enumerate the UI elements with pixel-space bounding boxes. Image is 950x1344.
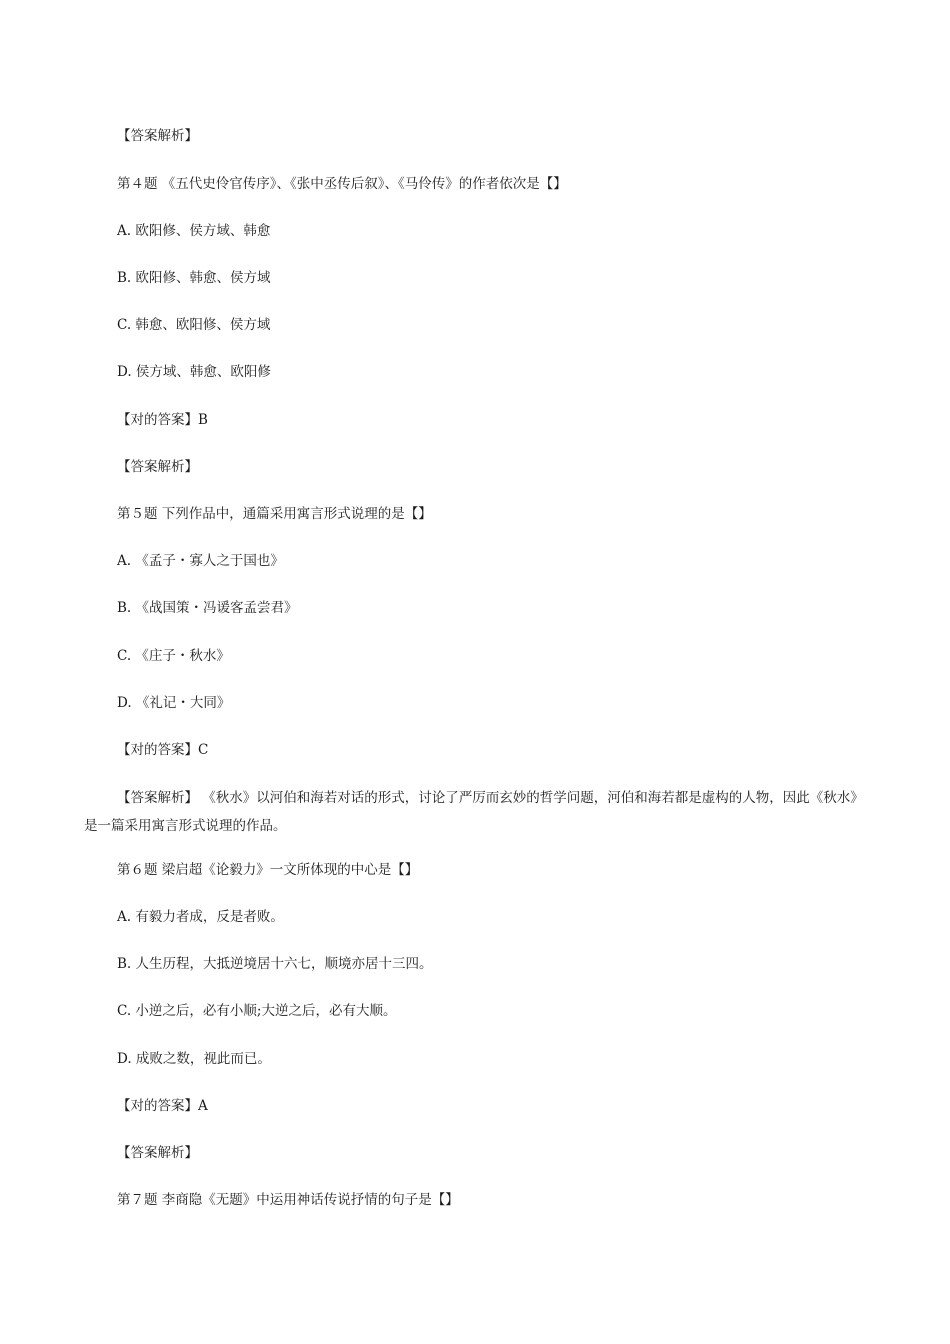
question-4-option-d: D. 侯方域、韩愈、欧阳修 [117,364,271,380]
question-4-option-a: A. 欧阳修、侯方域、韩愈 [117,223,271,239]
question-6-option-b: B. 人生历程，大抵逆境居十六七，顺境亦居十三四。 [117,956,433,972]
question-5-option-b: B. 《战国策・冯谖客孟尝君》 [117,600,298,616]
question-7-stem: 第７题 李商隐《无题》中运用神话传说抒情的句子是【】 [117,1192,459,1208]
question-6-option-d: D. 成败之数，视此而已。 [117,1051,271,1067]
question-6-stem: 第６题 梁启超《论毅力》一文所体现的中心是【】 [117,862,419,878]
question-5-option-c: C. 《庄子・秋水》 [117,648,230,664]
question-5-option-a: A. 《孟子・寡人之于国也》 [117,553,284,569]
answer-analysis-label: 【答案解析】 [117,128,198,144]
question-4-correct-answer: 【对的答案】B [117,412,208,428]
question-4-option-b: B. 欧阳修、韩愈、侯方域 [117,270,271,286]
question-6-option-c: C. 小逆之后，必有小顺;大逆之后，必有大顺。 [117,1003,397,1019]
question-5-answer-analysis: 【答案解析】 《秋水》以河伯和海若对话的形式，讨论了严厉而玄妙的哲学问题，河伯和海若都是虚构的人物，因此《秋水》是一篇采用寓言形式说理的作品。 [84,790,864,834]
question-6-option-a: A. 有毅力者成，反是者败。 [117,909,284,925]
question-5-stem: 第５题 下列作品中，通篇采用寓言形式说理的是【】 [117,506,432,522]
question-4-option-c: C. 韩愈、欧阳修、侯方域 [117,317,271,333]
question-5-option-d: D. 《礼记・大同》 [117,695,231,711]
question-4-stem: 第４题 《五代史伶官传序》、《张中丞传后叙》、《马伶传》的作者依次是【】 [117,176,567,192]
question-6-correct-answer: 【对的答案】A [117,1098,208,1114]
question-4-answer-analysis: 【答案解析】 [117,459,198,475]
question-5-correct-answer: 【对的答案】C [117,742,209,758]
question-6-answer-analysis: 【答案解析】 [117,1145,198,1161]
